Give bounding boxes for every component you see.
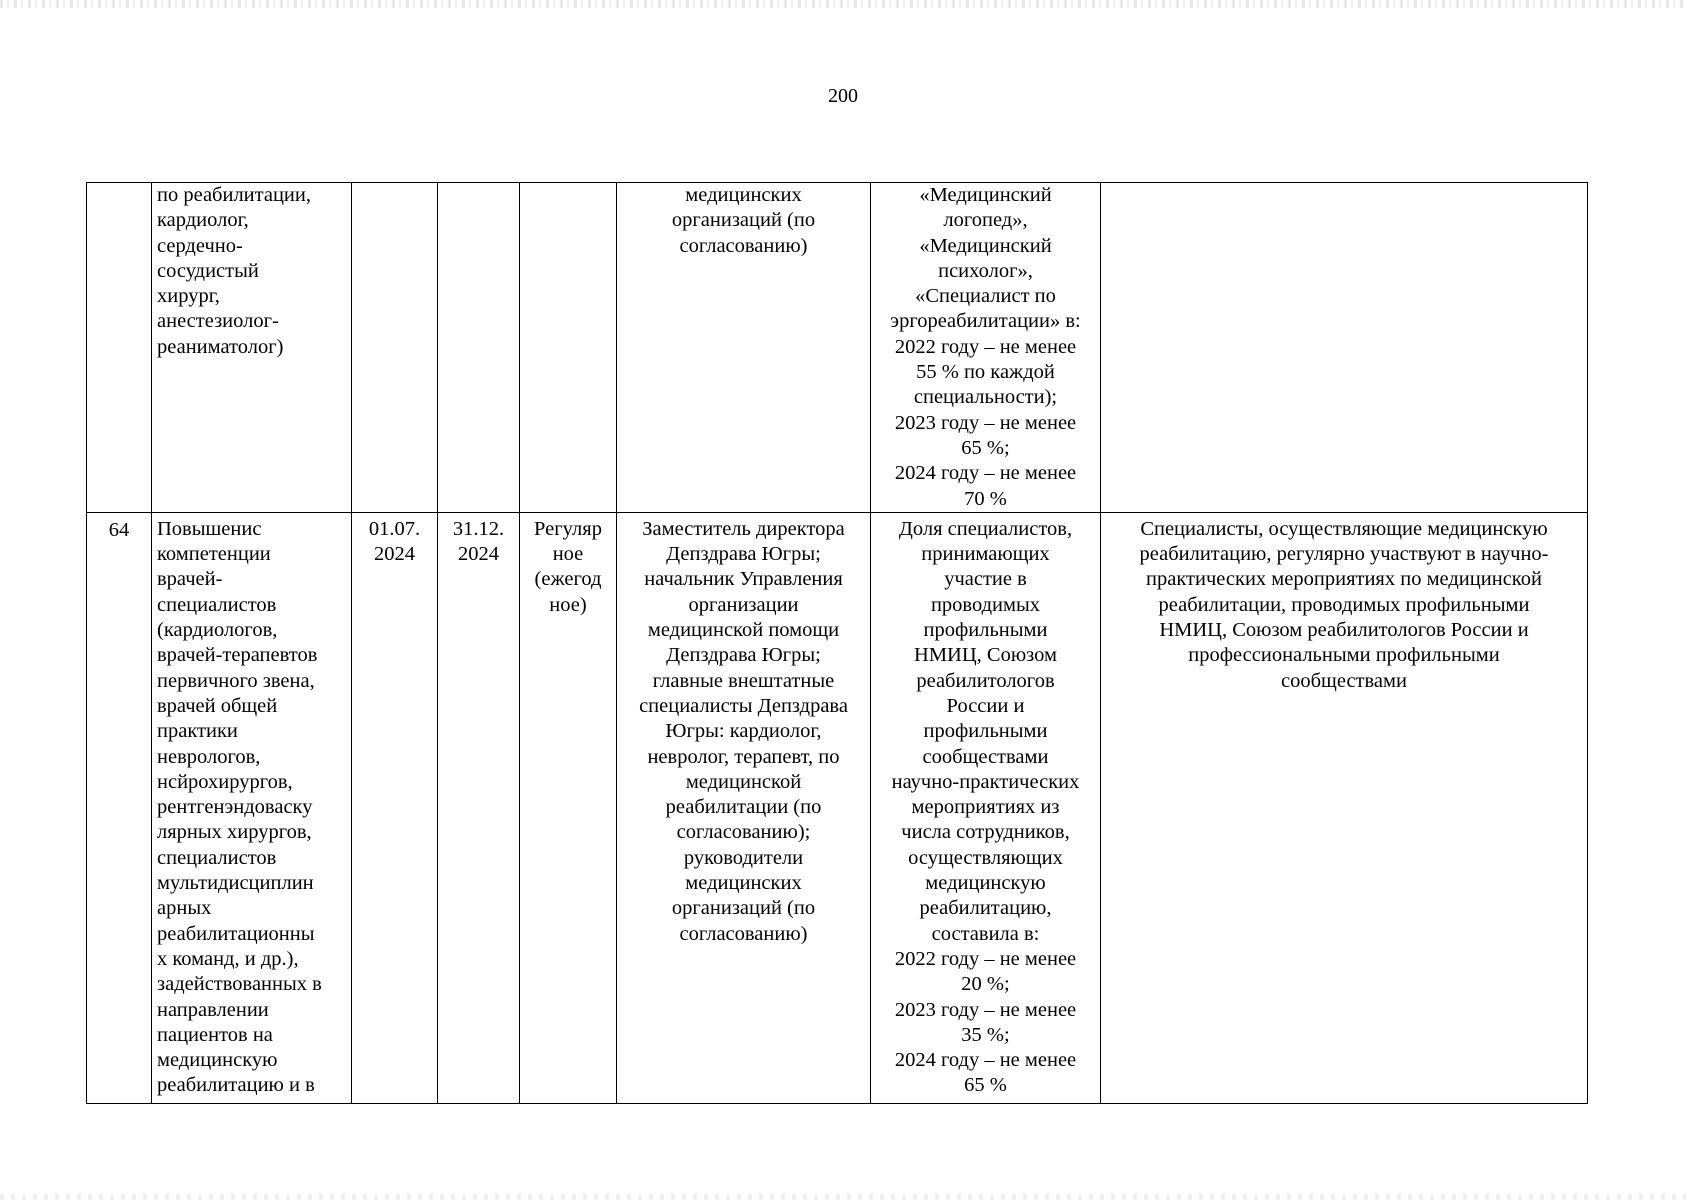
scan-edge-bottom (0, 1194, 1686, 1200)
page-number: 200 (828, 85, 858, 107)
row-number-cell (87, 183, 152, 513)
start-date: 01.07. 2024 (368, 517, 421, 566)
event-text: по реабилитации, кардиолог, сердечно- сосудистый хирург, анестезиолог- реаниматолог) (157, 184, 311, 358)
end-date-cell (438, 183, 520, 513)
plan-table (86, 182, 1588, 1104)
result-text: Специалисты, осуществляющие медицинскую реабилитацию, регулярно участвуют в научно- практических мероприятиях по медицинской реабилитации, проводимых профильными НМИЦ, Союзом реабилитологов России и профессиональными профильными сообществами (1139, 517, 1549, 692)
indicator-text: Доля специалистов, принимающих участие в проводимых профильными НМИЦ, Союзом реабилитологов России и профильными сообществами научно-практических мероприятиях из числа сотрудников, осуществляющих медицинскую реабилитацию, составила в: 2022 году – не менее 20 %; 2023 году – не менее 35 %; 2024 году – не менее 65 % (891, 517, 1080, 1097)
responsible-text: медицинских организаций (по согласованию) (671, 184, 816, 257)
table-row (87, 183, 1588, 513)
start-date-cell (352, 512, 438, 1103)
responsible-text: Заместитель директора Депздрава Югры; начальник Управления организации медицинской помощи Депздрава Югры; главные внештатные специалисты Депздрава Югры: кардиолог, невролог, терапевт, по медицинской реабилитации (по согласованию); руководители медицинских организаций (по согласованию) (639, 517, 848, 945)
event-cell (152, 512, 352, 1103)
indicator-cell (871, 183, 1101, 513)
result-cell (1101, 183, 1588, 513)
row-number: 64 (108, 518, 130, 541)
event-cell (152, 183, 352, 513)
responsible-cell (617, 512, 871, 1103)
event-type: Регуляр ное (ежегод ное) (534, 517, 602, 616)
responsible-cell (617, 183, 871, 513)
end-date-cell (438, 512, 520, 1103)
start-date-cell (352, 183, 438, 513)
row-number-cell (87, 512, 152, 1103)
event-type-cell (520, 512, 617, 1103)
indicator-cell (871, 512, 1101, 1103)
table-row (87, 512, 1588, 1103)
result-cell (1101, 512, 1588, 1103)
event-type-cell (520, 183, 617, 513)
scan-edge-top (0, 0, 1686, 8)
indicator-text: «Медицинский логопед», «Медицинский психолог», «Специалист по эргореабилитации» в: 2022 году – не менее 55 % по каждой специальности); 2023 году – не менее 65 %; 2024 году – не менее 70 % (890, 184, 1081, 510)
event-text: Повышенис компетенции врачей- специалистов (кардиологов, врачей-терапевтов первичного звена, врачей общей практики неврологов, нсйрохирургов, рентгенэндоваску лярных хирургов, специалистов мультидисциплин арных реабилитационны х команд, и др.), задействованных в направлении пациентов на медицинскую реабилитацию и в (157, 517, 322, 1097)
end-date: 31.12. 2024 (452, 517, 505, 566)
